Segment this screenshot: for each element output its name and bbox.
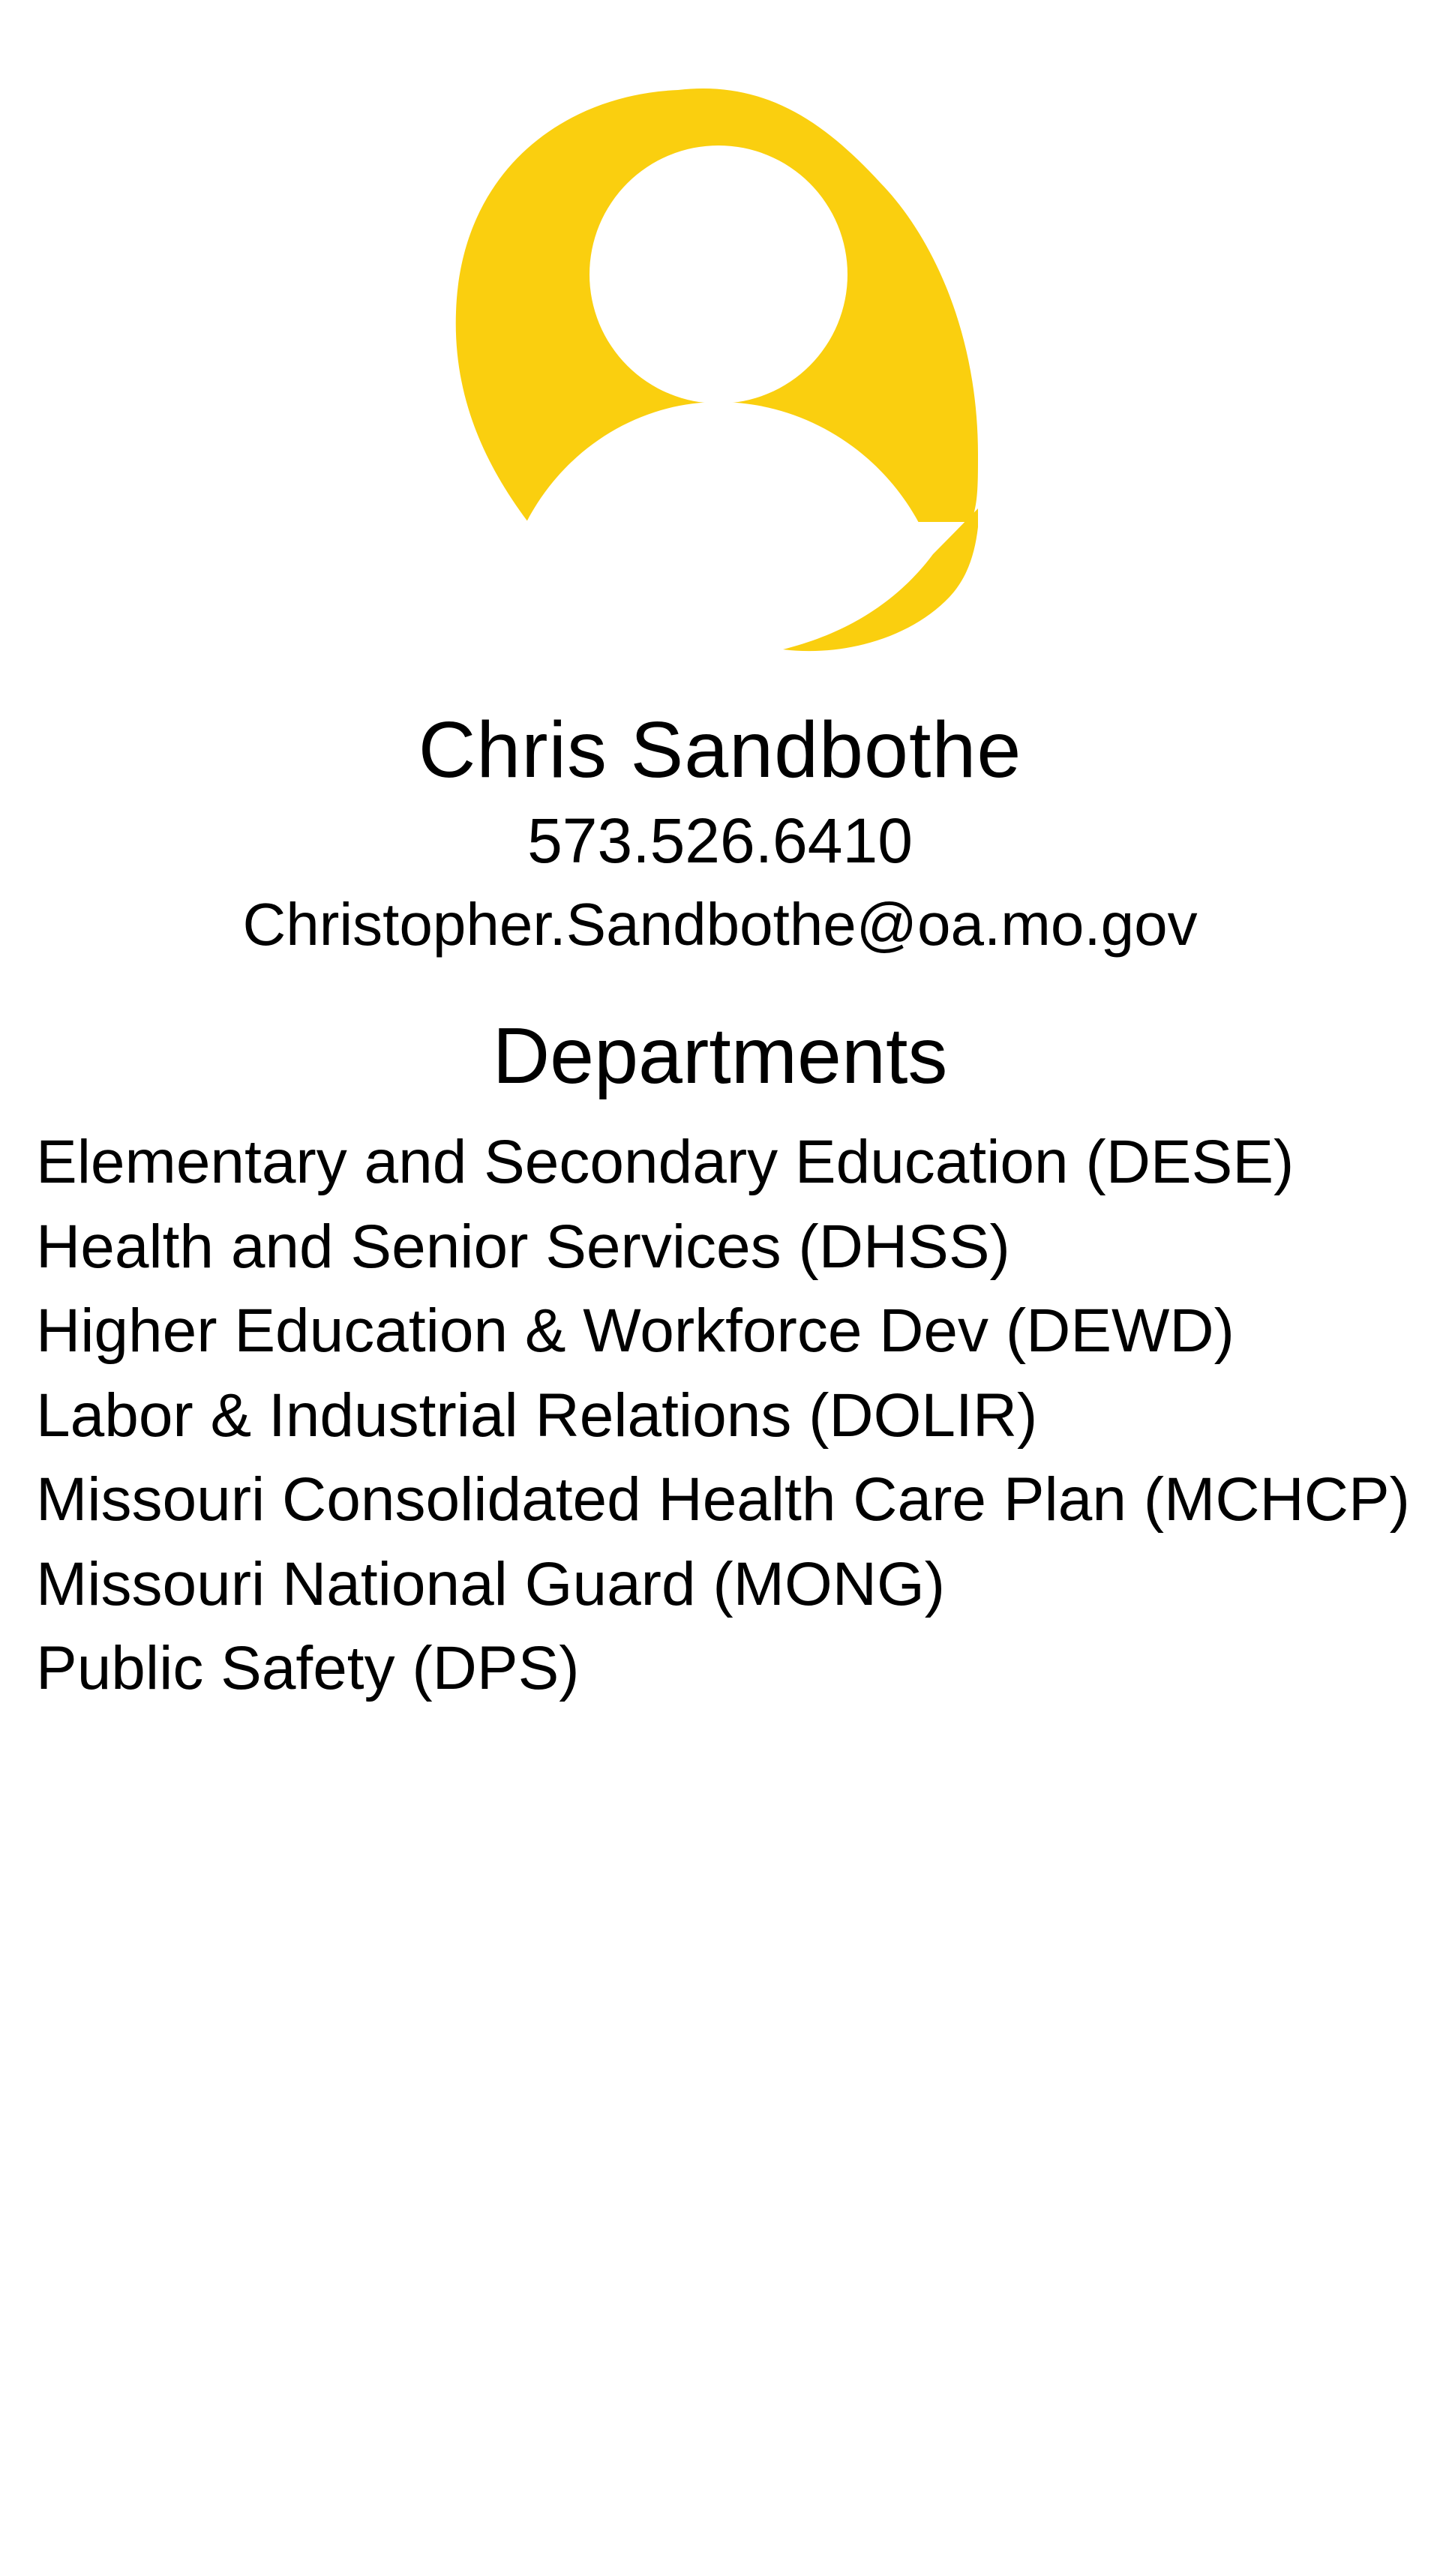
avatar-head [590, 145, 848, 403]
departments-list [36, 1120, 1431, 1711]
contact-card [0, 701, 1440, 967]
contact-phone[interactable]: 573.526.6410 [527, 805, 913, 876]
departments-heading: Departments [492, 1012, 948, 1100]
department-item: Missouri Consolidated Health Care Plan (MCHCP) [36, 1465, 1410, 1534]
contact-name: Chris Sandbothe [418, 706, 1022, 794]
department-item: Missouri National Guard (MONG) [36, 1549, 946, 1618]
department-item: Labor & Industrial Relations (DOLIR) [36, 1381, 1038, 1450]
department-item: Health and Senior Services (DHSS) [36, 1212, 1010, 1281]
department-item: Public Safety (DPS) [36, 1634, 580, 1702]
department-item: Elementary and Secondary Education (DESE) [36, 1128, 1294, 1196]
contact-email[interactable]: Christopher.Sandbothe@oa.mo.gov [242, 891, 1198, 958]
department-item: Higher Education & Workforce Dev (DEWD) [36, 1297, 1234, 1365]
avatar [453, 87, 978, 652]
person-silhouette-icon [453, 87, 978, 652]
